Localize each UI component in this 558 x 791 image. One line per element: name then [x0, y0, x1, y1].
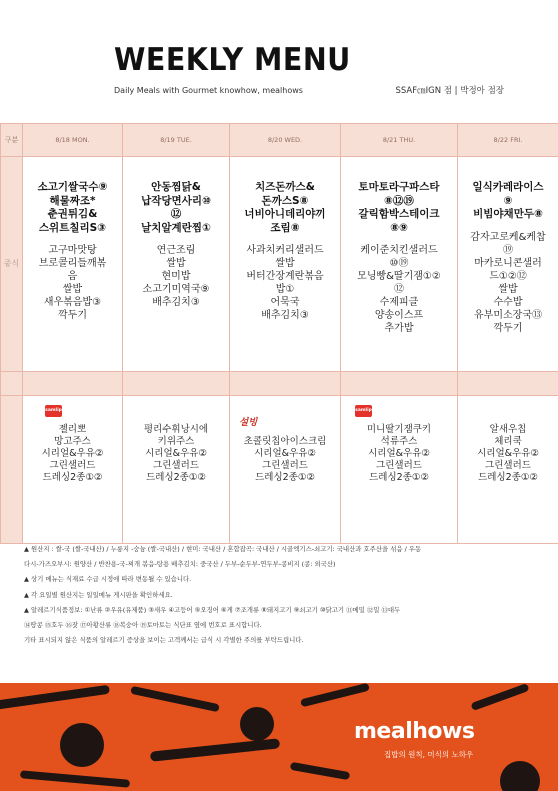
lunch-side-item: 감자고로케&케찹: [470, 231, 546, 243]
footer-decor-shape: [290, 762, 350, 780]
footer-decor-shape: [150, 738, 280, 762]
lunch-side-item: 유부미소장국⑬: [474, 309, 542, 321]
lunch-side-item: 새우볶음밥③: [43, 297, 102, 308]
lunch-side-item: 어묵국: [270, 297, 300, 308]
lunch-tue: [123, 157, 230, 372]
branch-info: SSAF㎝IGN 점 | 박정아 점장: [395, 86, 504, 96]
snack-spacer: [26, 416, 119, 424]
snack-spacer: [344, 416, 454, 424]
lunch-main-item: 갈릭함박스테이크: [358, 208, 440, 220]
lunch-main-item: 너비아니데리야끼: [244, 208, 326, 220]
footer-decor-shape: [240, 707, 274, 741]
lunch-side-item: 쌀밥: [166, 258, 186, 269]
lunch-side-item: 수수밥: [493, 296, 523, 308]
lunch-side-item: ⑲: [503, 244, 513, 256]
snack-item: 드레싱2종①②: [369, 472, 429, 483]
date-mon: 8/18 MON.: [23, 124, 123, 157]
lunch-side-item: 양송이스프: [374, 310, 424, 321]
date-fri: 8/22 FRI.: [458, 124, 558, 157]
note-origin-2: 다시-가즈오부시: 원양산 / 반찬용-국-찌개 볶음-탕용 배추김치: 중국산 / 두부-순두부-연두부-콩비지 (콩: 외국산): [24, 560, 336, 569]
snack-item: 드레싱2종①②: [42, 472, 103, 483]
lunch-side-item: 추가밥: [384, 323, 414, 334]
snack-item: 석류주스: [380, 436, 418, 447]
lunch-main-item: 토마토라구파스타: [358, 181, 440, 193]
note-daily-board: ▲ 각 요일별 원산지는 일일메뉴 게시판을 확인하세요.: [24, 590, 173, 599]
snack-mon: [23, 396, 123, 544]
lunch-side-item: 소고기미역국⑨: [142, 284, 210, 295]
snack-item: 초콜릿칩아이스크림: [243, 436, 327, 447]
lunch-spacer: [233, 235, 337, 244]
lunch-mon: [23, 157, 123, 372]
footer-slogan: 집밥의 원칙, 미식의 노하우: [384, 750, 474, 759]
lunch-main-item: ⑫: [170, 208, 182, 220]
lunch-side-item: 브로콜리들깨볶: [38, 258, 107, 269]
snack-item: 드레싱2종①②: [146, 472, 206, 483]
note-allergy-1: ▲ 알레르기식품정보: ①난류 ②우유(유제품) ③새우 ④고등어 ⑤오징어 ⑥게 ⑦조개류 ⑧돼지고기 ⑨쇠고기 ⑩닭고기 ⑪메밀 ⑫밀 ⑬대두: [24, 605, 401, 614]
lunch-side-item: 마카로니콘샐러: [474, 257, 542, 269]
lunch-side-item: 고구마맛탕: [48, 245, 97, 256]
lunch-side-item: 버터간장계란볶음: [246, 271, 324, 282]
snack-item: 그린샐러드: [376, 460, 422, 471]
lunch-side-item: 배추김치③: [152, 297, 200, 308]
footer-decor-shape: [130, 686, 220, 713]
lunch-side-item: 드①②⑫: [489, 270, 527, 282]
lunch-spacer: [461, 222, 555, 231]
snack-item: 드레싱2종①②: [255, 472, 315, 483]
date-wed: 8/20 WED.: [230, 124, 341, 157]
lunch-main-item: ⑧⑫⑲: [384, 194, 414, 207]
snack-spacer: [461, 416, 555, 424]
lunch-row: [1, 157, 558, 372]
snack-item: 평리수휘낭시에: [143, 424, 209, 435]
separator-cell: [23, 372, 123, 396]
note-allergy-2: ⑭땅콩 ⑮호두 ⑯잣 ⑰아황산류 ⑱복숭아 ⑲토마토는 식단표 옆에 번호로 표시합니다.: [24, 621, 262, 630]
note-caution: 기타 표시되지 않은 식품의 알레르기 증상을 보이는 고객께서는 급식 시 각별한 주의를 부탁드립니다.: [24, 636, 304, 645]
weekly-menu-table: [0, 123, 558, 544]
footer-decor-shape: [470, 683, 529, 711]
snack-item: 시리얼&우유②: [254, 448, 316, 459]
snack-item: 그린샐러드: [49, 460, 96, 471]
lunch-side-item: 쌀밥: [275, 258, 295, 269]
footer-decor-shape: [60, 723, 104, 767]
separator-band: [1, 372, 558, 396]
lunch-wed: [230, 157, 341, 372]
lunch-side-item: 수제피클: [379, 297, 419, 308]
snack-item: 체리쿡: [494, 436, 522, 447]
snack-item: 시리얼&우유②: [477, 448, 539, 459]
snack-thu: [341, 396, 458, 544]
corner-label: 구분: [1, 124, 23, 157]
date-tue: 8/19 TUE.: [123, 124, 230, 157]
snack-item: 그린샐러드: [153, 460, 199, 471]
footer-banner: [0, 683, 558, 791]
lunch-main-item: 돈까스S⑧: [261, 194, 309, 207]
date-thu: 8/21 THU.: [341, 124, 458, 157]
snack-fri: [458, 396, 558, 544]
page-subtitle: Daily Meals with Gourmet knowhow, mealhows: [114, 86, 303, 95]
note-change: ▲ 상기 메뉴는 식재료 수급 시정에 따라 변동될 수 있습니다.: [24, 575, 192, 584]
snack-row: [1, 396, 558, 544]
lunch-side-item: 케이준치킨샐러드: [360, 245, 438, 256]
mealhows-logo: mealhows: [354, 719, 475, 744]
separator-side: [1, 372, 23, 396]
lunch-spacer: [126, 235, 226, 244]
snack-item: 시리얼&우유②: [145, 448, 207, 459]
footer-decor-shape: [300, 683, 370, 707]
lunch-side-item: 모닝빵&딸기잼①②: [357, 271, 441, 282]
notes-section: [24, 542, 524, 648]
lunch-main-item: 스위트칠리S③: [38, 221, 107, 234]
page-title: WEEKLY MENU: [114, 42, 351, 78]
lunch-main-item: ⑧⑨: [390, 221, 408, 234]
lunch-label: 중식: [1, 157, 23, 372]
lunch-main-item: 춘권튀김&: [47, 208, 98, 220]
note-origin-1: ▲ 원산지 : 쌀-국 (쌀-국내산) / 누룽지 -숭늉 (쌀-국내산) / 현미: 국내산 / 혼합잡곡: 국내산 / 시골엑기스-쇠고기: 국내산과 호주산을 섞음 / 우동: [24, 545, 422, 553]
separator-cell: [123, 372, 230, 396]
snack-spacer: [126, 416, 226, 424]
samlip-logo: samlip: [45, 405, 62, 417]
lunch-side-item: ⑩⑲: [389, 258, 409, 269]
lunch-side-item: ⑫: [394, 284, 404, 295]
snack-item: 드레싱2종①②: [478, 472, 538, 483]
lunch-side-item: 현미밥: [161, 271, 191, 282]
lunch-side-item: 음: [67, 271, 78, 282]
lunch-side-item: 밥①: [275, 284, 295, 295]
table-header-row: [1, 124, 558, 157]
snack-item: 시리얼&우유②: [368, 448, 430, 459]
snack-item: 시리얼&우유②: [41, 448, 104, 459]
lunch-side-item: 사과치커리샐러드: [246, 245, 324, 256]
lunch-main-item: 안동찜닭&: [151, 181, 201, 193]
lunch-main-item: 납작당면사리⑩: [141, 194, 211, 207]
seolbing-logo: 설빙: [239, 417, 258, 428]
snack-item: 그린샐러드: [262, 460, 308, 471]
snack-item: 키위주스: [157, 436, 195, 447]
footer-decor-shape: [20, 770, 130, 788]
snack-item: 젤리뽀: [58, 424, 87, 435]
snack-tue: [123, 396, 230, 544]
separator-cell: [341, 372, 458, 396]
snack-item: 망고주스: [54, 436, 91, 447]
lunch-side-item: 깍두기: [493, 322, 523, 334]
lunch-main-item: 일식카레라이스: [472, 181, 544, 193]
lunch-spacer: [26, 235, 119, 244]
snack-side: [1, 396, 23, 544]
lunch-main-item: 비빔야채만두⑧: [473, 208, 543, 220]
lunch-main-item: 조림⑧: [270, 221, 300, 234]
lunch-main-item: ⑨: [503, 194, 513, 207]
lunch-thu: [341, 157, 458, 372]
snack-item: 그린샐러드: [485, 460, 531, 471]
separator-cell: [230, 372, 341, 396]
lunch-main-item: 소고기쌀국수⑨: [37, 181, 108, 193]
snack-item: 알새우칩: [489, 424, 527, 435]
snack-item: 미니딸기잼쿠키: [366, 424, 432, 435]
lunch-main-item: 치즈돈까스&: [255, 181, 315, 193]
samlip-logo: samlip: [355, 405, 372, 417]
lunch-side-item: 배추김치③: [261, 310, 309, 321]
footer-decor-shape: [0, 685, 110, 711]
lunch-side-item: 쌀밥: [498, 283, 518, 295]
lunch-fri: [458, 157, 558, 372]
lunch-spacer: [344, 235, 454, 244]
lunch-main-item: 날치알계란찜①: [141, 221, 211, 234]
lunch-side-item: 깍두기: [58, 310, 87, 321]
lunch-side-item: 쌀밥: [62, 284, 83, 295]
separator-cell: [458, 372, 558, 396]
lunch-main-item: 해물짜조*: [49, 194, 96, 207]
lunch-side-item: 연근조림: [156, 245, 196, 256]
footer-decor-shape: [500, 761, 540, 791]
